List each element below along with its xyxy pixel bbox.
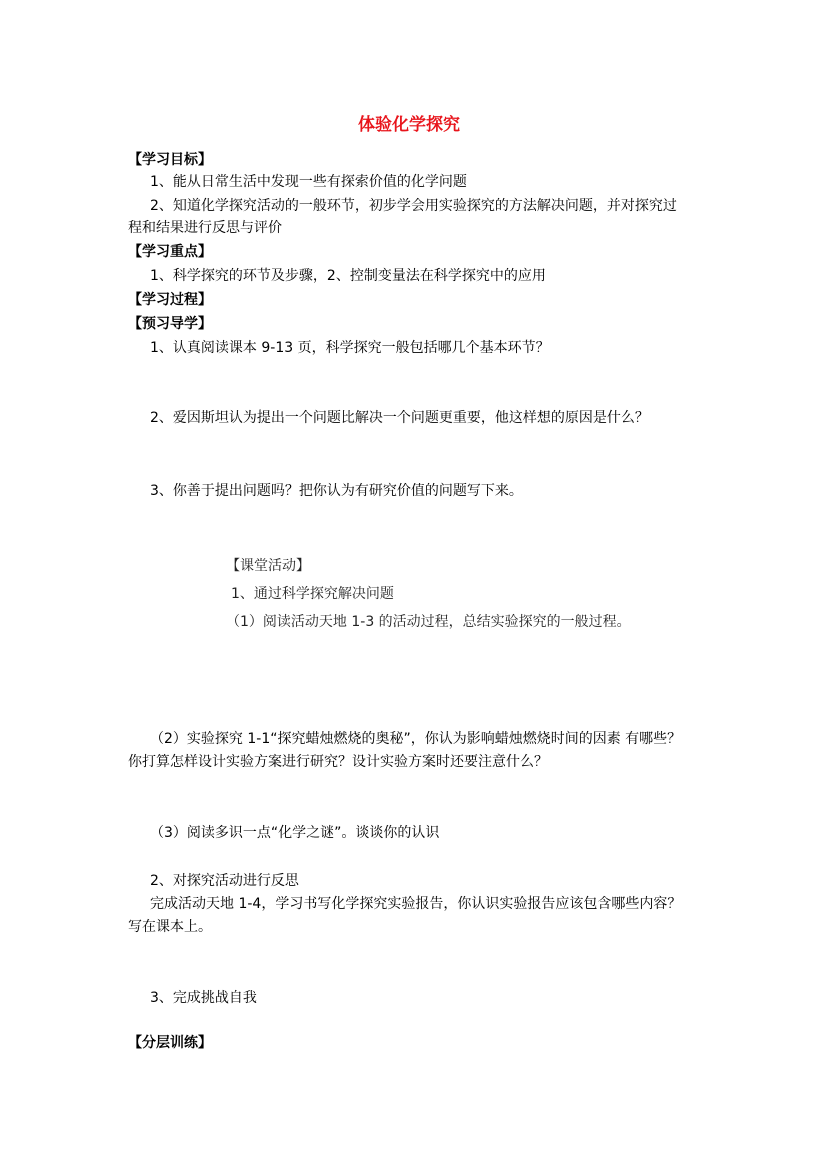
- focus-item-1: 1、科学探究的环节及步骤，2、控制变量法在科学探究中的应用: [150, 268, 546, 284]
- class-activity-sub-2-line-2: 你打算怎样设计实验方案进行研究？设计实验方案时还要注意什么？: [128, 754, 548, 770]
- class-activity-item-2: 2、对探究活动进行反思: [150, 873, 299, 889]
- goal-item-1: 1、能从日常生活中发现一些有探索价值的化学问题: [150, 174, 467, 190]
- section-heading-goals: 【学习目标】: [128, 152, 212, 168]
- class-activity-sub-1: （1）阅读活动天地 1-3 的活动过程，总结实验探究的一般过程。: [226, 614, 631, 630]
- class-activity-item-1: 1、通过科学探究解决问题: [231, 586, 394, 602]
- class-activity-sub-3: （3）阅读多识一点“化学之谜”。谈谈你的认识: [150, 825, 440, 841]
- page-title: 体验化学探究: [358, 115, 460, 135]
- class-activity-item-2-text-line-2: 写在课本上。: [128, 919, 212, 935]
- class-activity-item-3: 3、完成挑战自我: [150, 990, 257, 1006]
- preview-question-2: 2、爱因斯坦认为提出一个问题比解决一个问题更重要，他这样想的原因是什么？: [150, 410, 649, 426]
- class-activity-heading: 【课堂活动】: [226, 558, 310, 574]
- section-heading-preview: 【预习导学】: [128, 316, 212, 332]
- section-heading-focus: 【学习重点】: [128, 244, 212, 260]
- section-heading-layered-training: 【分层训练】: [128, 1035, 212, 1051]
- preview-question-1: 1、认真阅读课本 9-13 页，科学探究一般包括哪几个基本环节？: [150, 340, 550, 356]
- goal-item-2-line-1: 2、知道化学探究活动的一般环节，初步学会用实验探究的方法解决问题，并对探究过: [150, 198, 677, 214]
- goal-item-2-line-2: 程和结果进行反思与评价: [128, 220, 282, 236]
- class-activity-sub-2-line-1: （2）实验探究 1-1“探究蜡烛燃烧的奥秘”，你认为影响蜡烛燃烧时间的因素 有哪些？: [150, 731, 682, 747]
- section-heading-process: 【学习过程】: [128, 292, 212, 308]
- class-activity-item-2-text-line-1: 完成活动天地 1-4，学习书写化学探究实验报告，你认识实验报告应该包含哪些内容？: [150, 896, 682, 912]
- preview-question-3: 3、你善于提出问题吗？把你认为有研究价值的问题写下来。: [150, 483, 523, 499]
